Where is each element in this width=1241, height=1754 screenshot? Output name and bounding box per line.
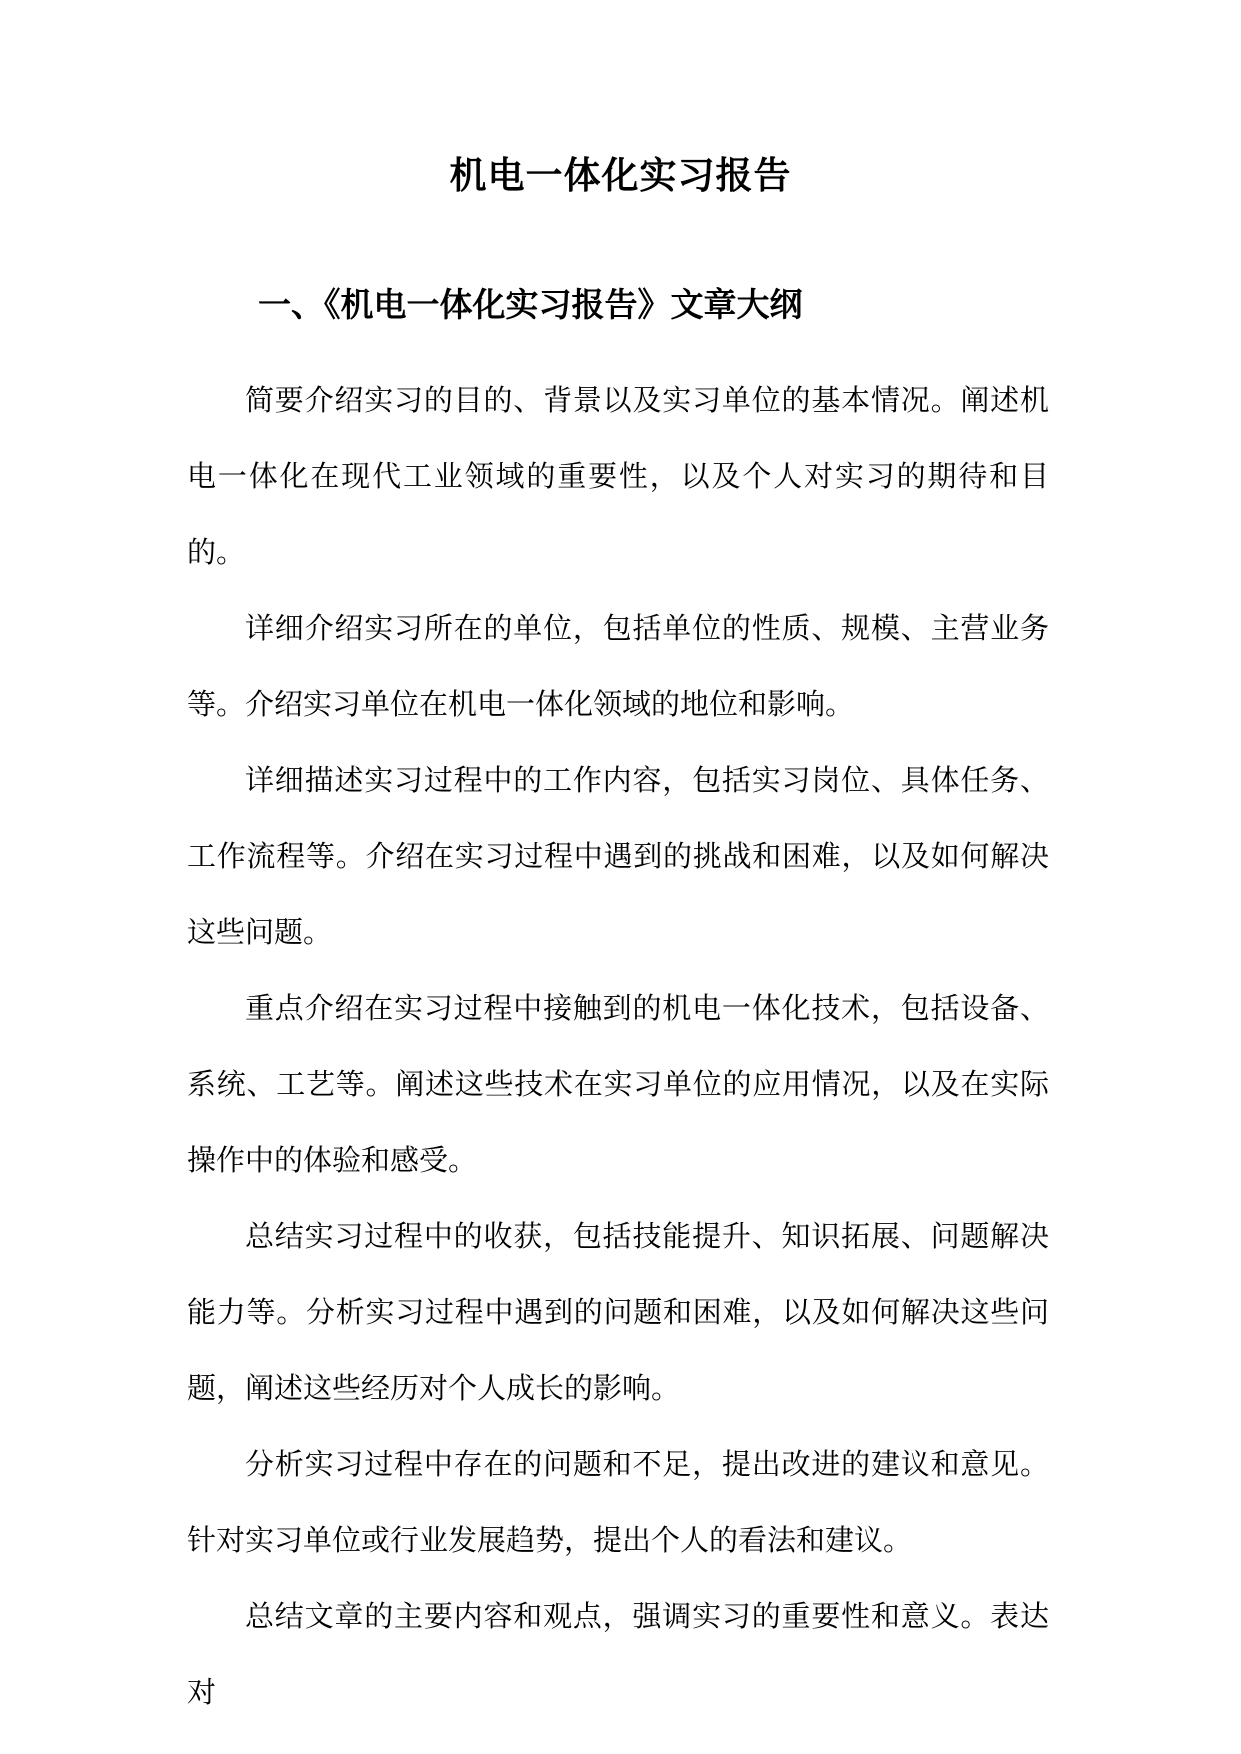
paragraph: 简要介绍实习的目的、背景以及实习单位的基本情况。阐述机电一体化在现代工业领域的重要性，以及个人对实习的期待和目的。 <box>187 383 1049 569</box>
paragraph: 详细描述实习过程中的工作内容，包括实习岗位、具体任务、工作流程等。介绍在实习过程中遇到的挑战和困难，以及如何解决这些问题。 <box>187 763 1049 949</box>
paragraph: 详细介绍实习所在的单位，包括单位的性质、规模、主营业务等。介绍实习单位在机电一体化领域的地位和影响。 <box>187 611 1049 721</box>
section-heading: 一、《机电一体化实习报告》文章大纲 <box>258 285 803 324</box>
document-title: 机电一体化实习报告 <box>449 153 792 197</box>
paragraph: 重点介绍在实习过程中接触到的机电一体化技术，包括设备、系统、工艺等。阐述这些技术在实习单位的应用情况，以及在实际操作中的体验和感受。 <box>187 991 1049 1177</box>
document-body <box>187 362 1049 1730</box>
paragraph: 总结文章的主要内容和观点，强调实习的重要性和意义。表达对 <box>187 1599 1049 1709</box>
paragraph: 分析实习过程中存在的问题和不足，提出改进的建议和意见。针对实习单位或行业发展趋势，提出个人的看法和建议。 <box>187 1447 1049 1557</box>
paragraph: 总结实习过程中的收获，包括技能提升、知识拓展、问题解决能力等。分析实习过程中遇到的问题和困难，以及如何解决这些问题，阐述这些经历对个人成长的影响。 <box>187 1219 1049 1405</box>
